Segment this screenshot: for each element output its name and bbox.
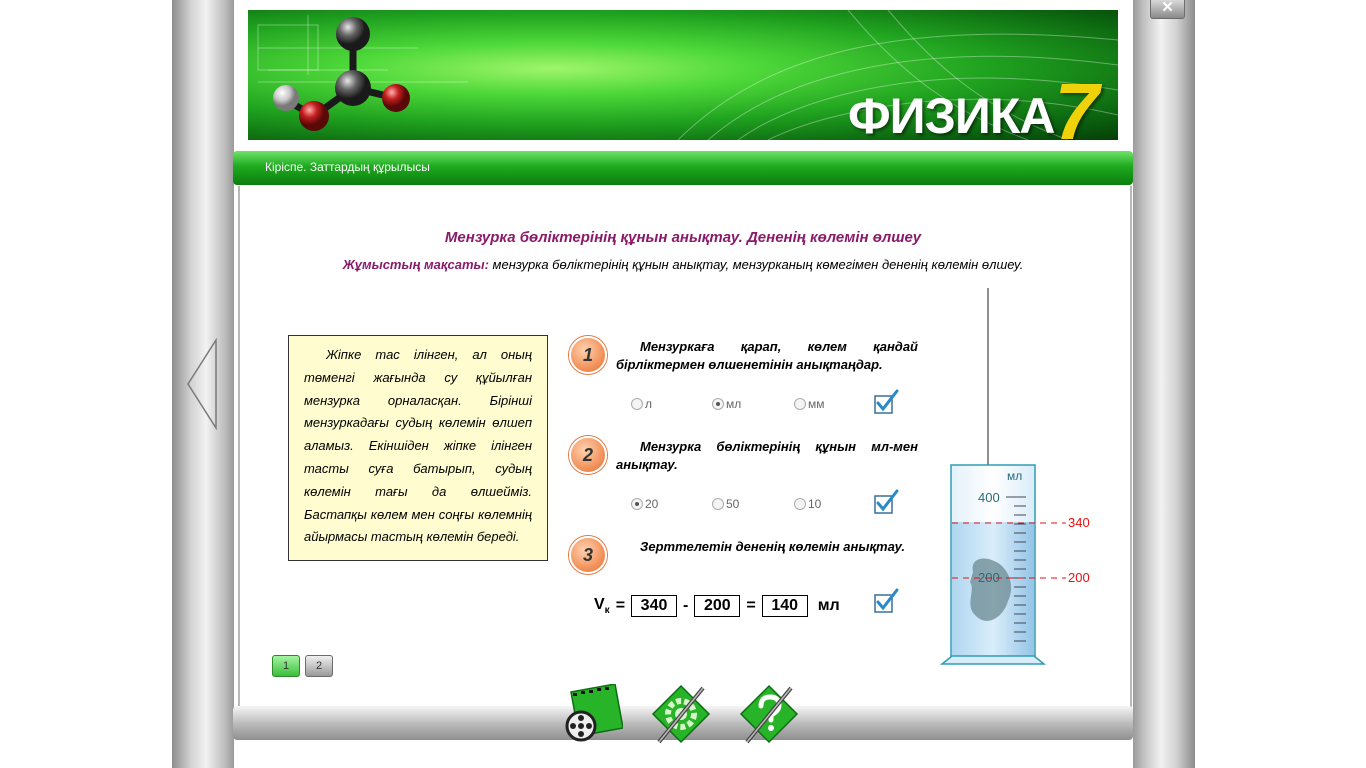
right-frame [1133,0,1195,768]
step1-check-icon[interactable] [873,389,899,415]
step-1-text: Мензуркаға қарап, көлем қандай бірліктермен өлшенетінін анықтаңдар. [616,339,918,372]
step1-option-mm[interactable]: мм [794,397,825,411]
step1-option-l[interactable]: л [631,397,652,411]
step2-option-50[interactable]: 50 [712,497,739,511]
equals-sign: = [615,597,626,614]
measuring-cylinder [930,286,1110,670]
mark-label-200: 200 [1068,570,1090,585]
scale-label-200: 200 [978,570,1000,585]
mark-label-340: 340 [1068,515,1090,530]
goal-text: мензурка бөліктерінің құнын анықтау, мензурканың көмегімен дененің көлемін өлшеу. [488,257,1024,272]
step-3-text: Зерттелетін дененің көлемін анықтау. [640,539,906,554]
breadcrumb: Кіріспе. Заттардың құрылысы [265,160,430,174]
film-reel-icon[interactable] [563,684,623,744]
step2-option-20[interactable]: 20 [631,497,658,511]
gear-pencil-icon[interactable] [651,684,711,744]
step2-option-10[interactable]: 10 [794,497,821,511]
cylinder-unit-label: мл [1007,469,1023,483]
volume-symbol: $V_к$ [594,595,610,617]
page-button-2[interactable]: 2 [305,655,333,677]
step-3-badge: 3 [569,536,607,574]
step3-check-icon[interactable] [873,588,899,614]
logo-physics-7: ФИЗИКА7 [848,67,1098,140]
close-button[interactable]: ✕ [1150,0,1185,19]
header-banner [248,10,1118,140]
step1-option-ml[interactable]: мл [712,397,741,411]
step-2-text: Мензурка бөліктерінің құнын мл-мен анықтау. [616,439,918,472]
equals-sign-2: = [746,597,756,614]
minus-sign: - [683,597,689,614]
scale-label-400: 400 [978,490,1000,505]
volume-equation [594,594,840,618]
page-button-1[interactable]: 1 [272,655,300,677]
goal-label: Жұмыстың мақсаты: [342,257,489,272]
goal-line [238,257,1128,272]
breadcrumb-bar [233,151,1133,185]
intro-text-box: Жіпке тас ілінген, ал оның төменгі жағында су құйылған мензурка орналасқан. Бірінші мензуркадағы судың көлемін өлшеп аламыз. Екіншіден жіпке ілінген тасты суға батырып, судың көлемін тағы да өлшейміз. Бастапқы көлем мен соңғы көлемнің айырмасы тастың көлемін береді. [288,335,548,561]
final-volume-input[interactable]: 340 [631,595,677,617]
step-1-badge: 1 [569,336,607,374]
volume-unit: мл [817,597,840,614]
prev-page-arrow-icon[interactable] [186,338,218,430]
step2-check-icon[interactable] [873,489,899,515]
page-title: Мензурка бөліктерінің құнын анықтау. Дененің көлемін өлшеу [444,229,922,246]
molecule-icon [273,17,410,131]
question-pencil-icon[interactable] [739,684,799,744]
initial-volume-input[interactable]: 200 [694,595,740,617]
result-volume-input[interactable]: 140 [762,595,808,617]
step-2-badge: 2 [569,436,607,474]
